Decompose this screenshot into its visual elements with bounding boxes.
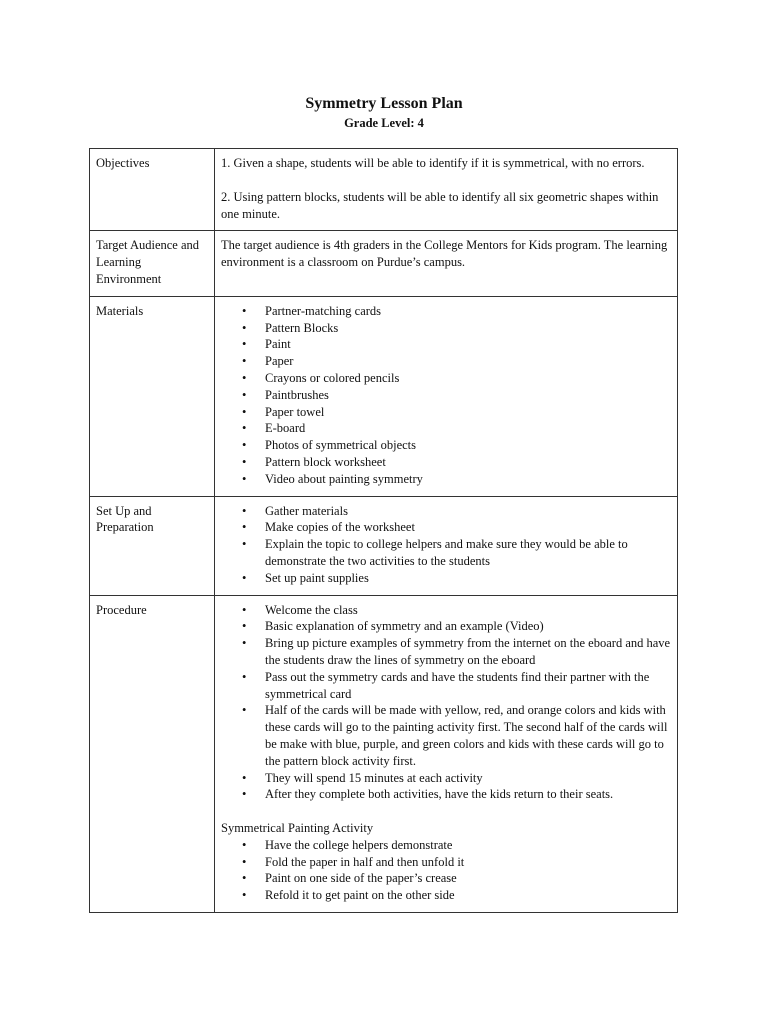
list-item: • Fold the paper in half and then unfold it	[221, 854, 671, 871]
objectives-content	[215, 149, 678, 231]
materials-content	[215, 296, 678, 496]
procedure-label: Procedure	[90, 595, 215, 913]
list-item: • E-board	[221, 420, 671, 437]
list-item: • Basic explanation of symmetry and an example (Video)	[221, 618, 671, 635]
setup-row	[90, 496, 678, 595]
painting-activity-list	[221, 837, 671, 904]
list-item: • Make copies of the worksheet	[221, 519, 671, 536]
objective-2: 2. Using pattern blocks, students will be able to identify all six geometric shapes within one minute.	[221, 189, 659, 221]
list-item: • Gather materials	[221, 503, 671, 520]
list-item: • Paint on one side of the paper’s crease	[221, 870, 671, 887]
list-item: • Welcome the class	[221, 602, 671, 619]
list-item: • Crayons or colored pencils	[221, 370, 671, 387]
list-item: • Have the college helpers demonstrate	[221, 837, 671, 854]
materials-list	[221, 303, 671, 488]
audience-row	[90, 231, 678, 296]
document-title: Symmetry Lesson Plan	[305, 95, 463, 112]
list-item: • Pattern block worksheet	[221, 454, 671, 471]
grade-level: Grade Level: 4	[344, 116, 424, 130]
list-item: • Paintbrushes	[221, 387, 671, 404]
setup-label: Set Up and Preparation	[90, 496, 215, 595]
list-item: • Partner-matching cards	[221, 303, 671, 320]
list-item: • Paper	[221, 353, 671, 370]
audience-label: Target Audience and Learning Environment	[90, 231, 215, 296]
procedure-list	[221, 602, 671, 804]
list-item: • Explain the topic to college helpers and make sure they would be able to demonstrate the two activities to the students	[221, 536, 671, 570]
list-item: • Paint	[221, 336, 671, 353]
painting-activity-heading: Symmetrical Painting Activity	[221, 821, 374, 836]
objectives-label: Objectives	[90, 149, 215, 231]
procedure-row	[90, 595, 678, 913]
setup-list	[221, 503, 671, 587]
objective-1: 1. Given a shape, students will be able to identify if it is symmetrical, with no errors.	[221, 156, 645, 170]
list-item: • Video about painting symmetry	[221, 471, 671, 488]
list-item: • Pattern Blocks	[221, 320, 671, 337]
list-item: • After they complete both activities, have the kids return to their seats.	[221, 786, 671, 803]
list-item: • Half of the cards will be made with yellow, red, and orange colors and kids with these cards will go to the painting activity first. The second half of the cards will be make with blue, purple, and green colors and kids with these cards will go to the pattern block activity first.	[221, 702, 671, 769]
audience-text: The target audience is 4th graders in the College Mentors for Kids program. The learning environment is a classroom on Purdue’s campus.	[221, 238, 668, 270]
list-item: • Pass out the symmetry cards and have the students find their partner with the symmetrical card	[221, 669, 671, 703]
list-item: • Paper towel	[221, 404, 671, 421]
list-item: • Photos of symmetrical objects	[221, 437, 671, 454]
list-item: • Refold it to get paint on the other side	[221, 887, 671, 904]
audience-content	[215, 231, 678, 296]
list-item: • They will spend 15 minutes at each activity	[221, 770, 671, 787]
materials-label: Materials	[90, 296, 215, 496]
lesson-plan-table	[89, 148, 678, 913]
list-item: • Set up paint supplies	[221, 570, 671, 587]
setup-content	[215, 496, 678, 595]
list-item: • Bring up picture examples of symmetry from the internet on the eboard and have the students draw the lines of symmetry on the eboard	[221, 635, 671, 669]
materials-row	[90, 296, 678, 496]
procedure-content	[215, 595, 678, 913]
objectives-row	[90, 149, 678, 231]
